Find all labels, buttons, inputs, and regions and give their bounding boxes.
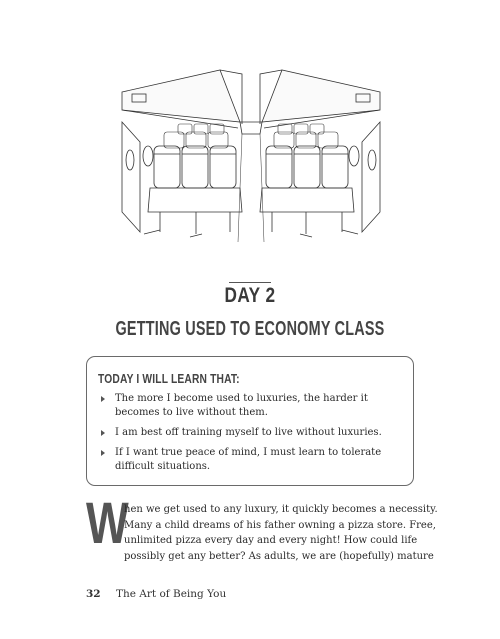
list-item [101, 446, 407, 474]
triangle-bullet-icon [101, 430, 105, 436]
triangle-bullet-icon [101, 396, 105, 402]
book-title: The Art of Being You [115, 588, 227, 600]
learning-goals-list [101, 392, 407, 480]
body-paragraph [124, 502, 438, 564]
day-label: DAY 2 [224, 284, 276, 307]
page-number: 32 [86, 588, 101, 600]
drop-cap: W [86, 491, 129, 556]
chapter-title: GETTING USED TO ECONOMY CLASS [115, 318, 385, 340]
list-item-text: I am best off training myself to live without luxuries. [115, 427, 382, 438]
learning-goals-box [86, 356, 414, 486]
body-line: hen we get used to any luxury, it quickly becomes a necessity. [124, 504, 438, 515]
list-item-text: The more I become used to luxuries, the harder it becomes to live without them. [115, 393, 368, 418]
airplane-cabin-illustration [120, 62, 382, 244]
body-line: Many a child dreams of his father owning a pizza store. Free, [124, 519, 436, 531]
body-line: unlimited pizza every day and every night! How could life [124, 535, 418, 546]
triangle-bullet-icon [101, 450, 105, 456]
list-item-text: If I want true peace of mind, I must learn to tolerate difficult situations. [115, 447, 382, 472]
list-item [101, 392, 407, 420]
body-line: possibly get any better? As adults, we are (hopefully) mature [124, 550, 434, 562]
learning-goals-heading: TODAY I WILL LEARN THAT: [98, 372, 240, 386]
list-item [101, 426, 407, 440]
title-rule [229, 282, 271, 283]
page-footer [86, 588, 226, 600]
